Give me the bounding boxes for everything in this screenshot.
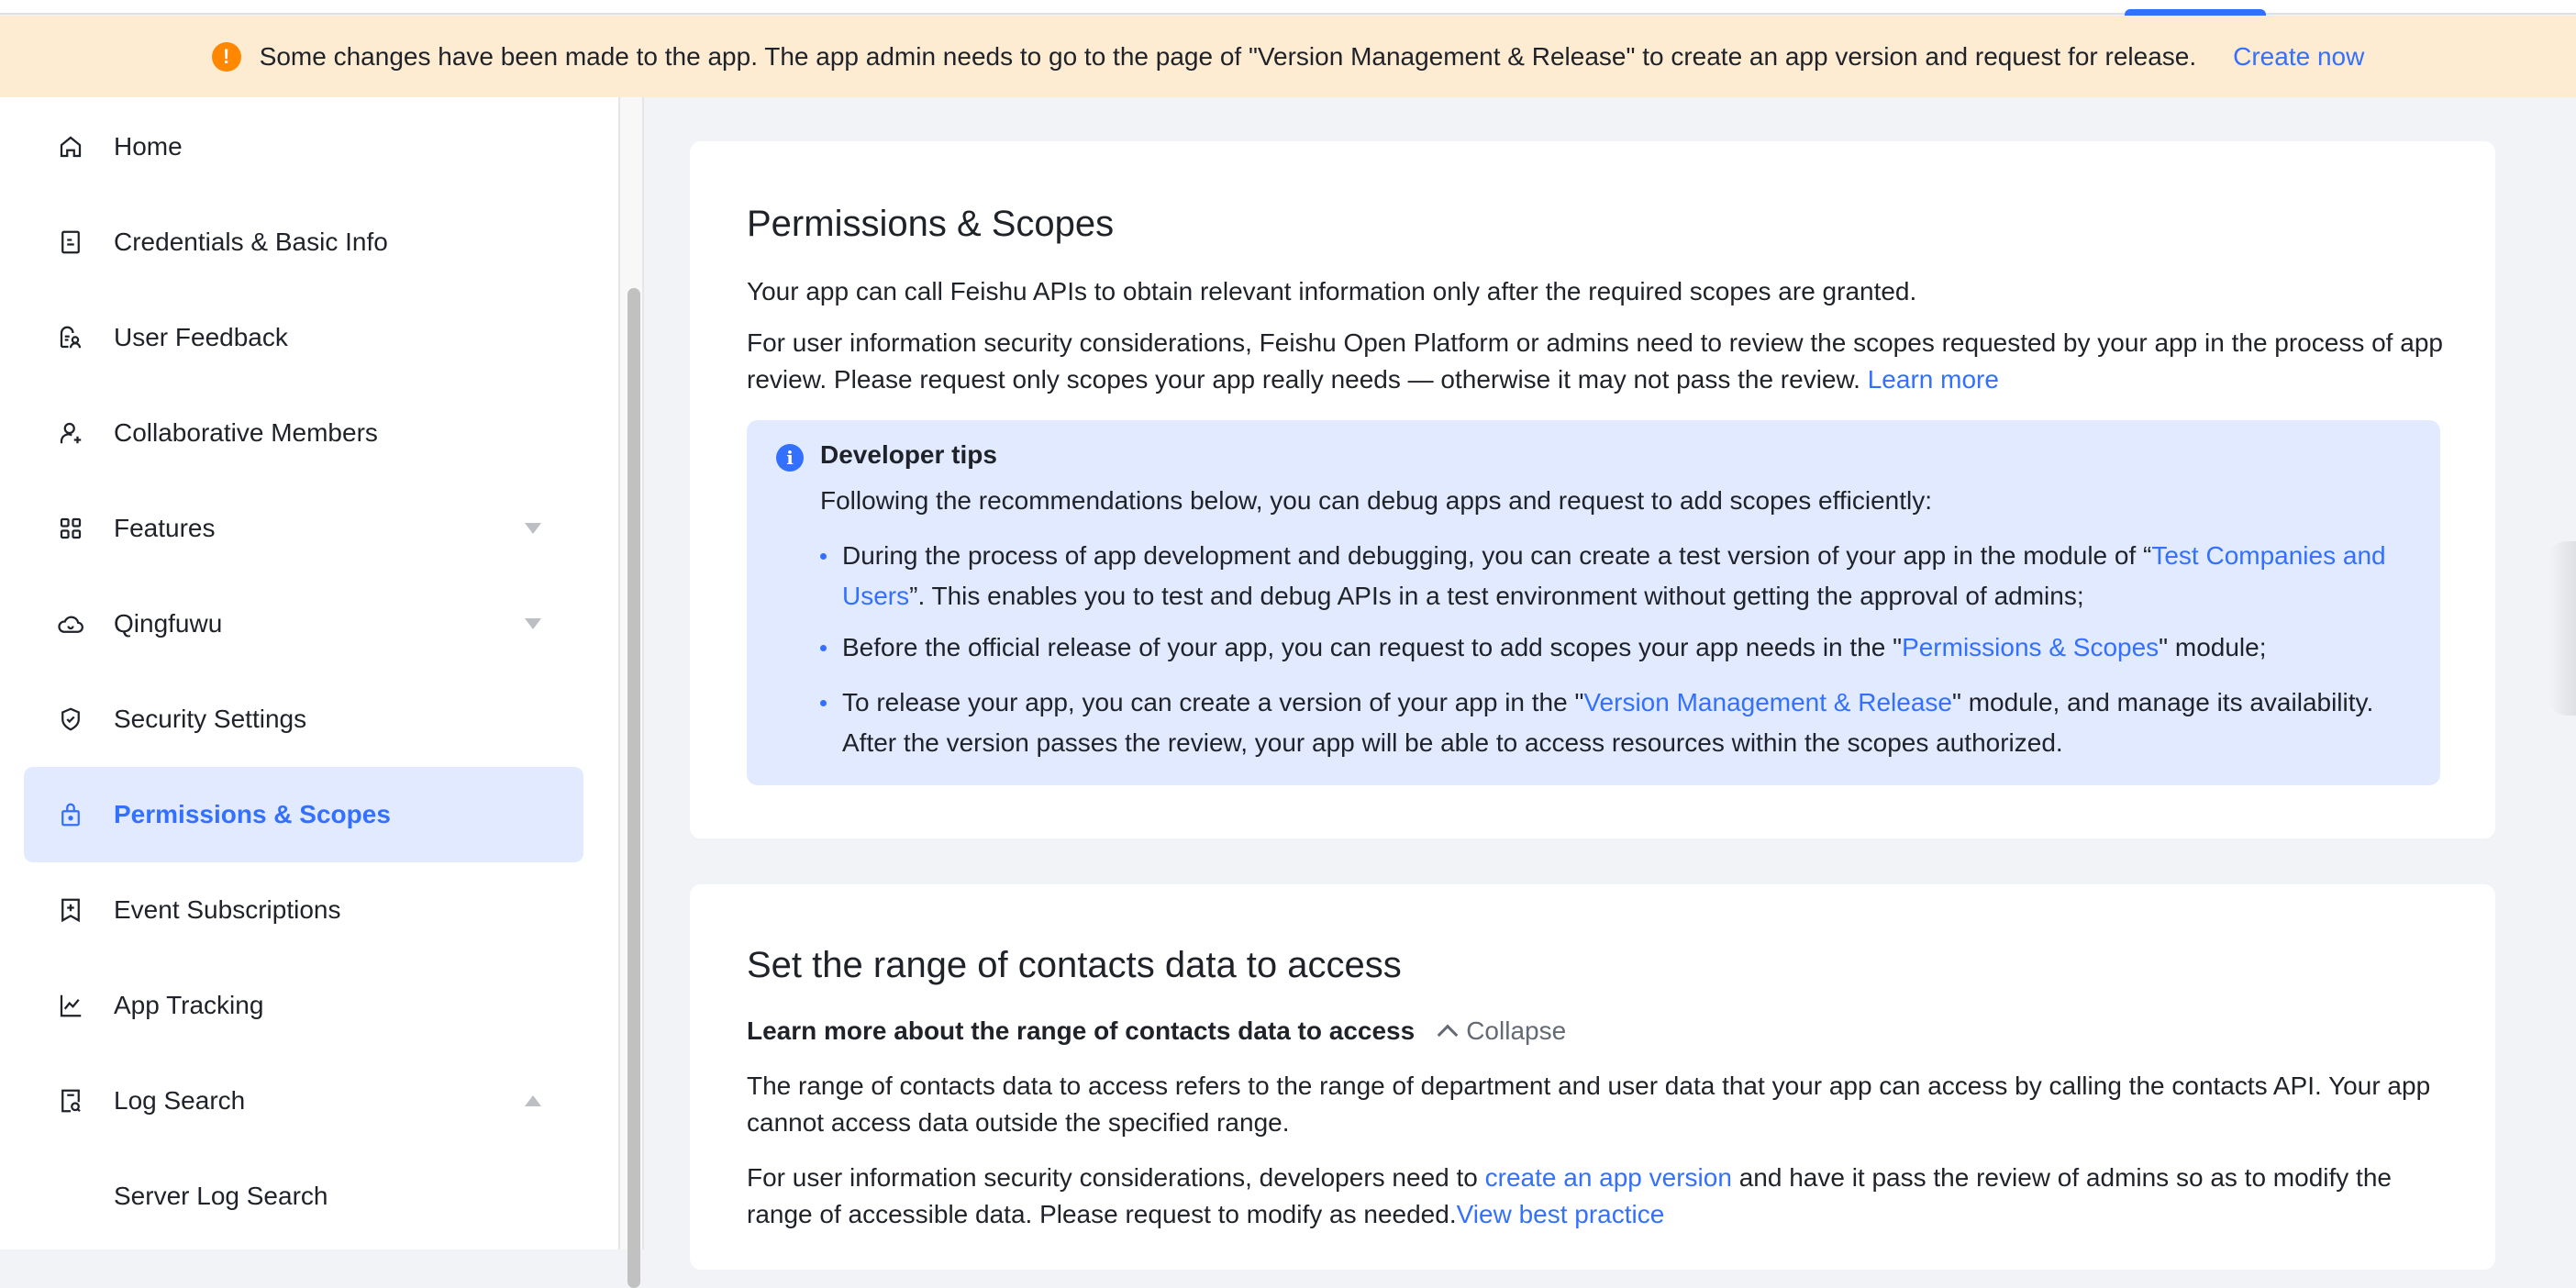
sidebar-scrollbar[interactable] [618, 97, 644, 1249]
sidebar-item-log-search[interactable] [24, 1053, 583, 1149]
tip-text: " module, and manage its availability. After the version passes the review, your app will be able to access resources within the scopes authorized. [842, 688, 2374, 757]
tip-text: Before the official release of your app, you can request to add scopes your app needs in the " [842, 633, 1903, 661]
sidebar-item-permissions-scopes[interactable] [24, 767, 583, 862]
collapse-button[interactable] [1440, 1016, 1566, 1046]
warning-icon: ! [212, 42, 241, 72]
line-chart-icon [57, 992, 84, 1019]
learn-more-link[interactable]: Learn more [1867, 365, 1999, 394]
security-text: For user information security considerations, developers need to [747, 1163, 1485, 1192]
sidebar-item-label: Event Subscriptions [114, 895, 341, 924]
add-user-icon [57, 419, 84, 447]
tip-text: To release your app, you can create a version of your app in the " [842, 688, 1584, 716]
grid-icon [57, 515, 84, 542]
info-icon: i [776, 444, 804, 472]
sidebar-scrollbar-thumb[interactable] [627, 288, 640, 1288]
home-icon [57, 133, 84, 161]
tip-bullet [842, 536, 2402, 616]
page-title: Permissions & Scopes [747, 204, 1115, 244]
contacts-range-security-text [747, 1160, 2453, 1233]
banner-message: Some changes have been made to the app. The app admin needs to go to the page of "Version Management & Release" to create an app version and request for release. [259, 41, 2197, 71]
chevron-down-icon[interactable] [525, 523, 541, 534]
permissions-review-text [747, 325, 2453, 398]
view-best-practice-link[interactable]: View best practice [1456, 1200, 1665, 1228]
sidebar-item-label: Permissions & Scopes [114, 800, 391, 828]
contacts-range-card [690, 884, 2495, 1270]
developer-tips-box [747, 420, 2440, 785]
sidebar-item-collaborative-members[interactable] [24, 385, 583, 481]
top-bar [0, 0, 2576, 15]
sidebar-item-label: Credentials & Basic Info [114, 228, 388, 256]
lock-icon [57, 801, 84, 828]
sidebar-item-label: User Feedback [114, 323, 288, 351]
tip-text: ”. This enables you to test and debug APIs in a test environment without getting the approval of admins; [909, 582, 2084, 610]
sidebar-item-label: App Tracking [114, 991, 264, 1019]
sidebar-item-event-subscriptions[interactable] [24, 862, 583, 958]
release-notice-banner [0, 16, 2576, 97]
security-text: and have it pass the review of admins so as to modify the range of accessible data. Please request to modify as needed. [747, 1163, 2392, 1228]
contacts-range-description: The range of contacts data to access refers to the range of department and user data that your app can access by calling the contacts API. Your app cannot access data outside the specified range. [747, 1071, 2431, 1137]
sidebar-item-label: Qingfuwu [114, 609, 223, 638]
sidebar-item-label: Log Search [114, 1086, 246, 1115]
test-companies-users-link[interactable]: Test Companies and Users [842, 541, 2386, 610]
sidebar-item-label: Server Log Search [114, 1182, 328, 1210]
chevron-up-icon [1438, 1025, 1459, 1046]
sidebar-nav [0, 97, 618, 1249]
cloud-icon [57, 610, 84, 638]
floating-side-handle[interactable] [2548, 541, 2576, 716]
review-text: For user information security considerations, Feishu Open Platform or admins need to review the scopes requested by your app in the process of app review. Please request only scopes your app really needs — otherwise it may not pass the review. [747, 328, 2443, 394]
feedback-icon [57, 324, 84, 351]
learn-more-label: Learn more about the range of contacts data to access [747, 1016, 1416, 1045]
sidebar-item-home[interactable] [24, 99, 583, 194]
sidebar-item-qingfuwu[interactable] [24, 576, 583, 672]
sidebar-item-server-log-search[interactable] [24, 1149, 583, 1244]
tip-bullet [842, 627, 2402, 668]
log-search-icon [57, 1087, 84, 1115]
bookmark-plus-icon [57, 896, 84, 924]
create-app-version-link[interactable]: create an app version [1484, 1163, 1732, 1192]
shield-check-icon [57, 705, 84, 733]
permissions-intro: Your app can call Feishu APIs to obtain relevant information only after the required scopes are granted. [747, 277, 1917, 305]
tip-text: " module; [2159, 633, 2267, 661]
sidebar-item-user-feedback[interactable] [24, 290, 583, 385]
create-now-link[interactable]: Create now [2233, 41, 2365, 71]
tips-title: Developer tips [820, 440, 997, 469]
sidebar-item-label: Features [114, 514, 216, 542]
contacts-range-subheader [747, 1016, 1566, 1046]
document-icon [57, 228, 84, 256]
sidebar-item-label: Collaborative Members [114, 418, 378, 447]
sidebar-item-credentials[interactable] [24, 194, 583, 290]
sidebar-item-app-tracking[interactable] [24, 958, 583, 1053]
version-management-link[interactable]: Version Management & Release [1583, 688, 1952, 716]
sidebar-item-security-settings[interactable] [24, 672, 583, 767]
collapse-label: Collapse [1466, 1016, 1567, 1045]
sidebar-item-label: Home [114, 132, 183, 161]
sidebar-item-features[interactable] [24, 481, 583, 576]
chevron-up-icon[interactable] [525, 1095, 541, 1106]
tips-intro: Following the recommendations below, you can debug apps and request to add scopes efficiently: [820, 486, 1933, 515]
section-title: Set the range of contacts data to access [747, 945, 1402, 985]
tip-text: During the process of app development and debugging, you can create a test version of your app in the module of “ [842, 541, 2152, 570]
permissions-scopes-link[interactable]: Permissions & Scopes [1902, 633, 2160, 661]
chevron-down-icon[interactable] [525, 618, 541, 629]
sidebar-item-label: Security Settings [114, 705, 307, 733]
permissions-scopes-card [690, 141, 2495, 838]
tip-bullet [842, 683, 2402, 763]
